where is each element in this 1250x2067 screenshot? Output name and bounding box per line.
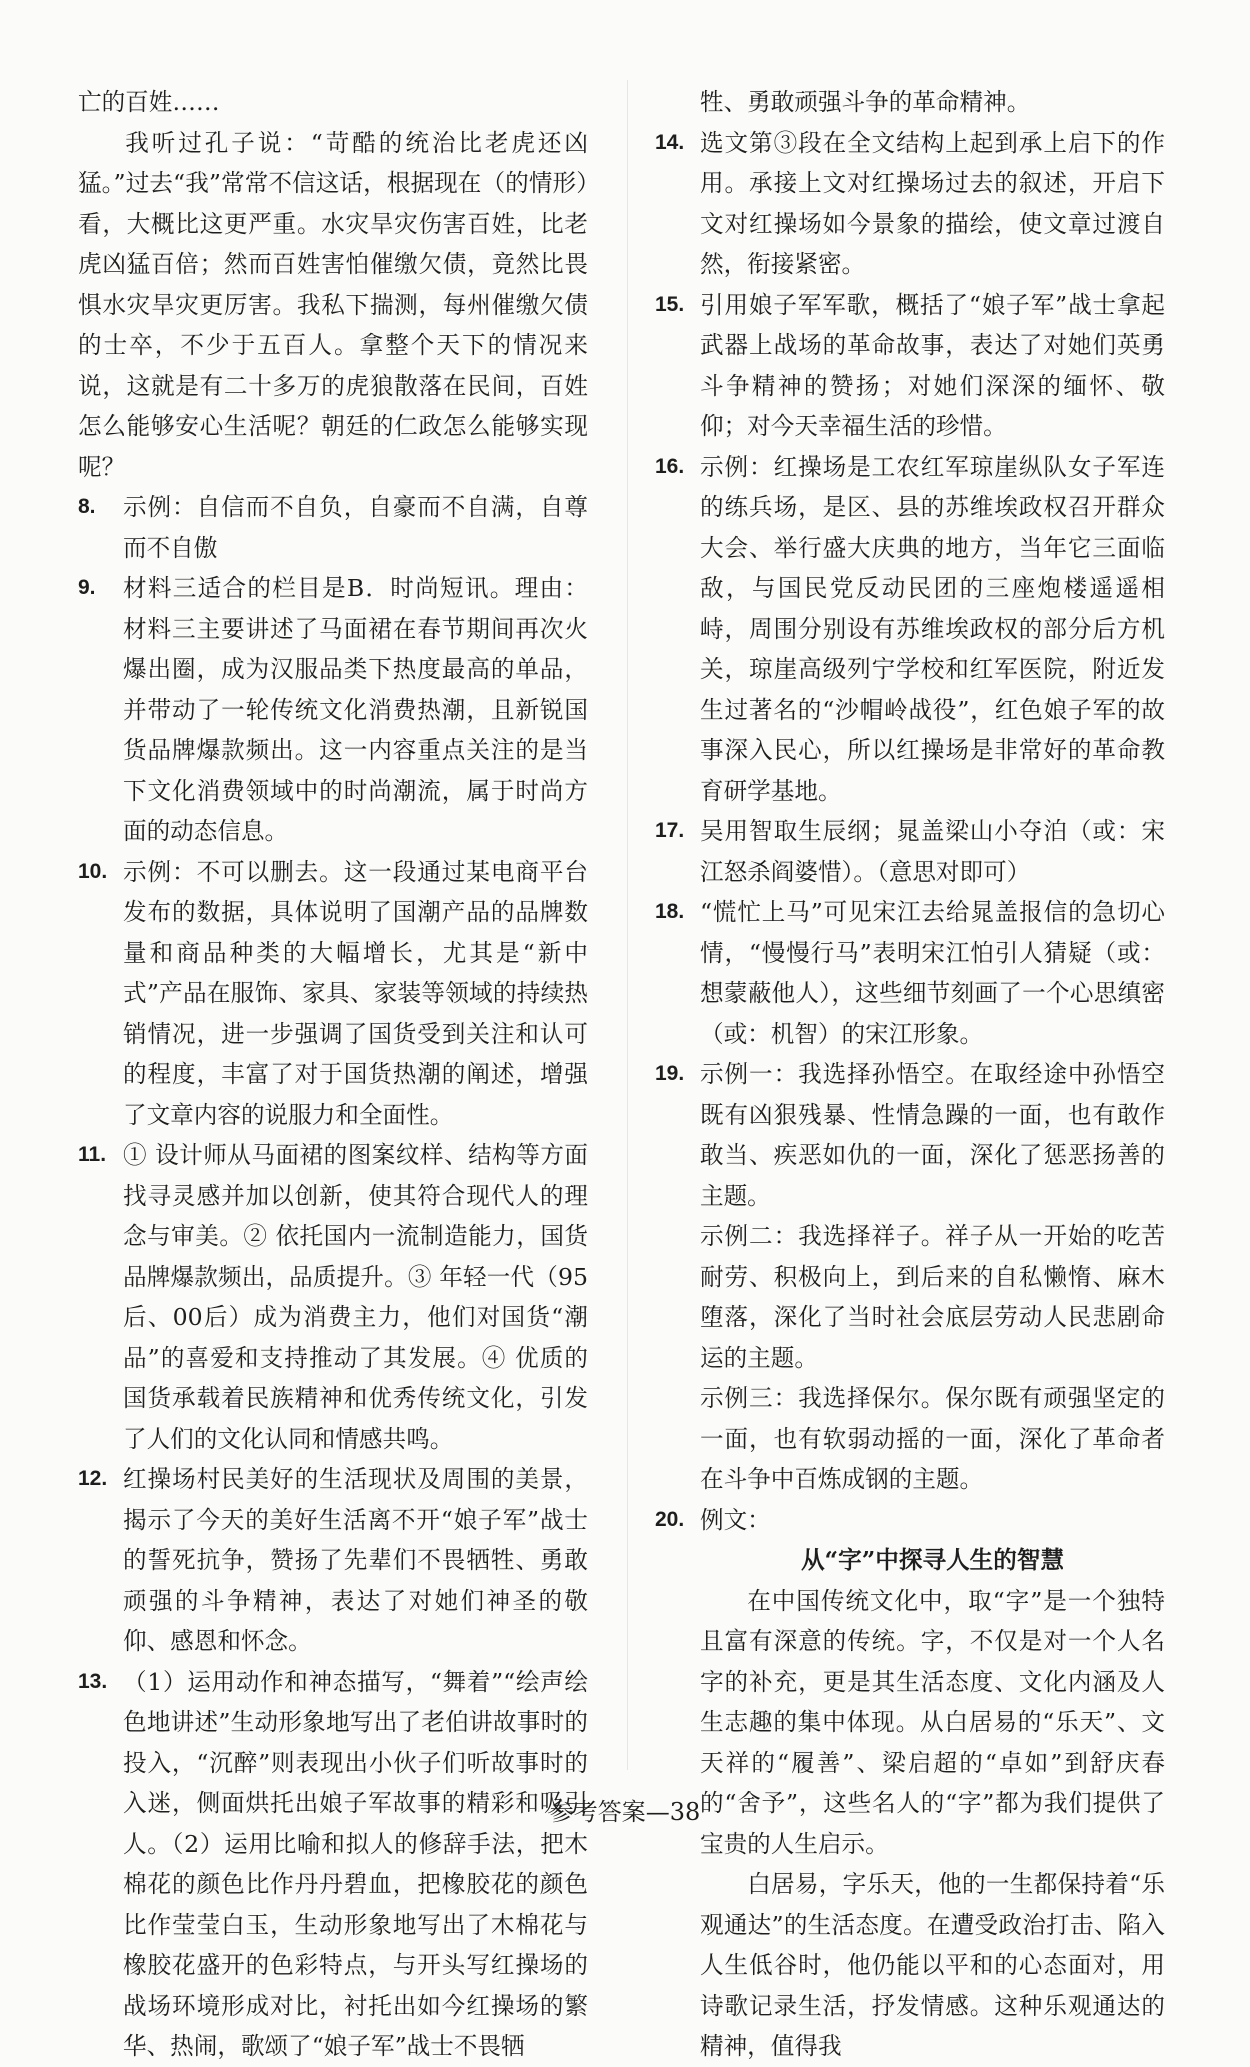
answer-20 — [655, 1500, 1165, 2067]
answer-9 — [78, 568, 588, 852]
answer-12 — [78, 1459, 588, 1662]
answer-text: ① 设计师从马面裙的图案纹样、结构等方面找寻灵感并加以创新，使其符合现代人的理念与审美。② 依托国内一流制造能力，国货品牌爆款频出，品质提升。③ 年轻一代（95后、00后）成为消费主力，他们对国货“潮品”的喜爱和支持推动了其发展。④ 优质的国货承载着民族精神和优秀传统文化，引发了人们的文化认同和情感共鸣。 — [123, 1141, 588, 1453]
column-divider — [627, 80, 628, 1770]
essay-paragraph-2: 白居易，字乐天，他的一生都保持着“乐观通达”的生活态度。在遭受政治打击、陷入人生低谷时，他仍能以平和的心态面对，用诗歌记录生活，抒发情感。这种乐观通达的精神，值得我 — [700, 1870, 1165, 2060]
answer-13 — [78, 1662, 588, 2067]
answer-text: 选文第③段在全文结构上起到承上启下的作用。承接上文对红操场过去的叙述，开启下文对红操场如今景象的描绘，使文章过渡自然，衔接紧密。 — [700, 128, 1165, 278]
answer-text: 示例：自信而不自负，自豪而不自满，自尊而不自傲 — [123, 493, 588, 562]
answer-19 — [655, 1054, 1165, 1500]
answer-number: 15. — [655, 292, 685, 316]
example-three: 示例三：我选择保尔。保尔既有顽强坚定的一面，也有软弱动摇的一面，深化了革命者在斗争中百炼成钢的主题。 — [700, 1384, 1165, 1493]
page-footer: 参考答案—38 — [549, 1798, 701, 1826]
answer-14 — [655, 123, 1165, 285]
left-column — [78, 82, 588, 2067]
answer-number: 12. — [78, 1467, 108, 1490]
quote-paragraph: 我听过孔子说：“苛酷的统治比老虎还凶猛。”过去“我”常常不信这话，根据现在（的情形）看，大概比这更严重。水灾旱灾伤害百姓，比老虎凶猛百倍；然而百姓害怕催缴欠债，竟然比畏惧水灾旱灾更厉害。我私下揣测，每州催缴欠债的士卒，不少于五百人。拿整个天下的情况来说，这就是有二十多万的虎狼散落在民间，百姓怎么能够安心生活呢？朝廷的仁政怎么能够实现呢？ — [78, 128, 588, 481]
answer-text: 材料三适合的栏目是B．时尚短讯。理由：材料三主要讲述了马面裙在春节期间再次火爆出圈，成为汉服品类下热度最高的单品，并带动了一轮传统文化消费热潮，且新锐国货品牌爆款频出。这一内容重点关注的是当下文化消费领域中的时尚潮流，属于时尚方面的动态信息。 — [123, 574, 588, 845]
answer-16 — [655, 447, 1165, 812]
answer-text: （1）运用动作和神态描写，“舞着”“绘声绘色地讲述”生动形象地写出了老伯讲故事时的投入，“沉醉”则表现出小伙子们听故事时的入迷，侧面烘托出娘子军故事的精彩和吸引人。（2）运用比喻和拟人的修辞手法，把木棉花的颜色比作丹丹碧血，把橡胶花的颜色比作莹莹白玉，生动形象地写出了木棉花与橡胶花盛开的色彩特点，与开头写红操场的战场环境形成对比，衬托出如今红操场的繁华、热闹，歌颂了“娘子军”战士不畏牺 — [123, 1667, 588, 2060]
answer-text: 示例：红操场是工农红军琼崖纵队女子军连的练兵场，是区、县的苏维埃政权召开群众大会、举行盛大庆典的地方，当年它三面临敌，与国民党反动民团的三座炮楼遥遥相峙，周围分别设有苏维埃政权的部分后方机关，琼崖高级列宁学校和红军医院，附近发生过著名的“沙帽岭战役”，红色娘子军的故事深入民心，所以红操场是非常好的革命教育研学基地。 — [700, 452, 1165, 805]
answer-number: 20. — [655, 1507, 685, 1531]
answer-text: 示例：不可以删去。这一段通过某电商平台发布的数据，具体说明了国潮产品的品牌数量和商品种类的大幅增长，尤其是“新中式”产品在服饰、家具、家装等领域的持续热销情况，进一步强调了国货受到关注和认可的程度，丰富了对于国货热潮的阐述，增强了文章内容的说服力和全面性。 — [123, 857, 588, 1129]
answer-text: 引用娘子军军歌，概括了“娘子军”战士拿起武器上战场的革命故事，表达了对她们英勇斗争精神的赞扬；对她们深深的缅怀、敬仰；对今天幸福生活的珍惜。 — [700, 290, 1165, 440]
right-column — [655, 82, 1165, 2067]
essay-paragraph-1: 在中国传统文化中，取“字”是一个独特且富有深意的传统。字，不仅是对一个人名字的补充，更是其生活态度、文化内涵及人生志趣的集中体现。从白居易的“乐天”、文天祥的“履善”、梁启超的“卓如”到舒庆春的“舍予”，这些名人的“字”都为我们提供了宝贵的人生启示。 — [700, 1586, 1165, 1858]
answer-text: 例文： — [700, 1505, 771, 1534]
answer-13-continued — [655, 82, 1165, 123]
answer-number: 18. — [655, 900, 685, 923]
answer-text: 红操场村民美好的生活现状及周围的美景，揭示了今天的美好生活离不开“娘子军”战士的誓死抗争，赞扬了先辈们不畏牺牲、勇敢顽强的斗争精神，表达了对她们神圣的敬仰、感恩和怀念。 — [123, 1465, 588, 1655]
answer-number: 13. — [78, 1669, 108, 1693]
answer-8 — [78, 487, 588, 568]
answer-number: 16. — [655, 454, 685, 478]
answer-text: “慌忙上马”可见宋江去给晁盖报信的急切心情，“慢慢行马”表明宋江怕引人猜疑（或：想蒙蔽他人），这些细节刻画了一个心思缜密（或：机智）的宋江形象。 — [700, 898, 1165, 1048]
answer-15 — [655, 285, 1165, 447]
answer-number: 10. — [78, 859, 108, 883]
answer-number: 9. — [78, 576, 96, 599]
answer-18 — [655, 892, 1165, 1054]
answer-number: 8. — [78, 495, 96, 518]
answer-11 — [78, 1135, 588, 1459]
answer-10 — [78, 852, 588, 1136]
answer-number: 14. — [655, 130, 685, 154]
answer-text: 牲、勇敢顽强斗争的革命精神。 — [700, 88, 1031, 116]
answer-text: 吴用智取生辰纲；晁盖梁山小夺泊（或：宋江怒杀阎婆惜）。（意思对即可） — [700, 817, 1165, 886]
quote-lead: 亡的百姓…… — [78, 88, 220, 116]
example-one: 示例一：我选择孙悟空。在取经途中孙悟空既有凶狠残暴、性情急躁的一面，也有敢作敢当、疾恶如仇的一面，深化了惩恶扬善的主题。 — [700, 1060, 1165, 1210]
answer-number: 11. — [78, 1143, 107, 1166]
answer-number: 17. — [655, 819, 685, 842]
answer-number: 19. — [655, 1062, 685, 1085]
essay-title: 从“字”中探寻人生的智慧 — [800, 1546, 1065, 1574]
example-two: 示例二：我选择祥子。祥子从一开始的吃苦耐劳、积极向上，到后来的自私懒惰、麻木堕落，深化了当时社会底层劳动人民悲剧命运的主题。 — [700, 1222, 1165, 1372]
answer-17 — [655, 811, 1165, 892]
